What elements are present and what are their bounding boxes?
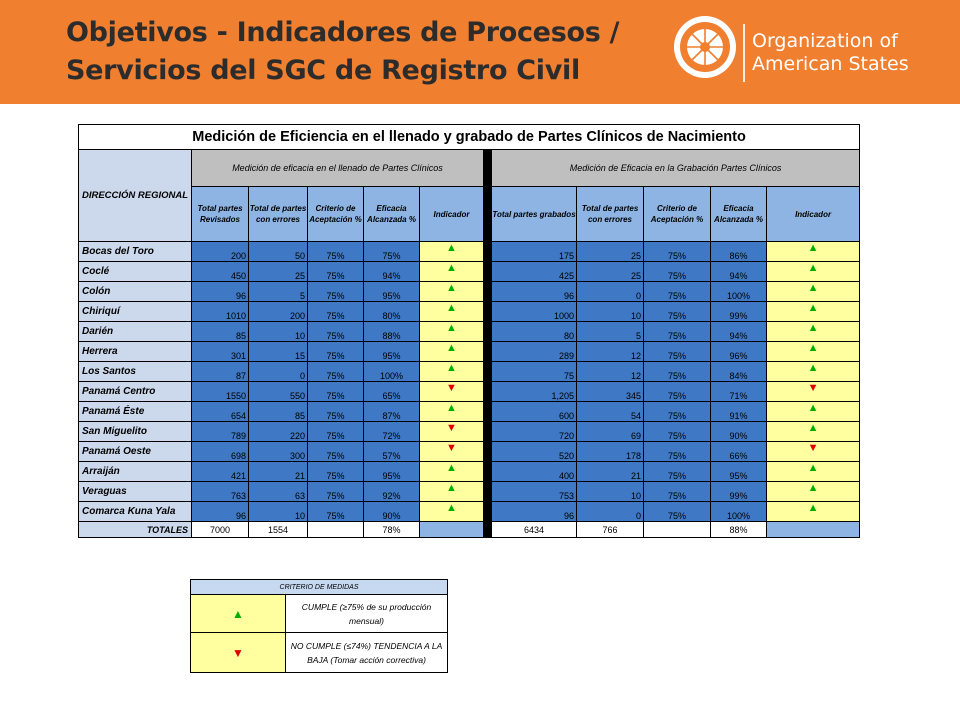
total-recorded: 6434: [492, 522, 577, 538]
col-header: Total de partes con errores: [249, 187, 308, 242]
table-row: [79, 502, 860, 522]
up-arrow-icon: ▲: [767, 282, 860, 302]
region-name: Darién: [79, 322, 192, 342]
table-row: [79, 422, 860, 442]
efficacy-achieved: 87%: [364, 402, 420, 422]
total-recorded: 425: [492, 262, 577, 282]
total-errors: 50: [249, 242, 308, 262]
efficacy-achieved: 92%: [364, 482, 420, 502]
acceptance-criterion: 75%: [644, 242, 711, 262]
acceptance-criterion: 75%: [308, 422, 364, 442]
total-errors: 1554: [249, 522, 308, 538]
col-header: Indicador: [767, 187, 860, 242]
down-arrow-icon: ▼: [191, 633, 286, 673]
total-errors-recorded: 0: [577, 282, 644, 302]
total-recorded: 289: [492, 342, 577, 362]
total-efficacy: 88%: [711, 522, 767, 538]
total-errors-recorded: 69: [577, 422, 644, 442]
region-name: Herrera: [79, 342, 192, 362]
total-recorded: 80: [492, 322, 577, 342]
total-recorded: 520: [492, 442, 577, 462]
up-arrow-icon: ▲: [767, 462, 860, 482]
table-row: [79, 302, 860, 322]
acceptance-criterion: 75%: [644, 362, 711, 382]
acceptance-criterion: 75%: [308, 442, 364, 462]
region-name: Coclé: [79, 262, 192, 282]
up-arrow-icon: ▲: [420, 402, 484, 422]
table-row: [79, 242, 860, 262]
up-arrow-icon: ▲: [420, 242, 484, 262]
efficacy-achieved: 84%: [711, 362, 767, 382]
column-separator: [484, 150, 492, 538]
acceptance-criterion: 75%: [644, 502, 711, 522]
region-name: San Miguelito: [79, 422, 192, 442]
up-arrow-icon: ▲: [420, 262, 484, 282]
total-errors-recorded: 0: [577, 502, 644, 522]
total-errors-recorded: 345: [577, 382, 644, 402]
col-header: Eficacia Alcanzada %: [711, 187, 767, 242]
col-header: Indicador: [420, 187, 484, 242]
efficacy-achieved: 57%: [364, 442, 420, 462]
total-errors: 300: [249, 442, 308, 462]
criteria-meets-text: CUMPLE (≥75% de su producción mensual): [286, 595, 448, 633]
acceptance-criterion: 75%: [308, 482, 364, 502]
acceptance-criterion: 75%: [644, 322, 711, 342]
up-arrow-icon: ▲: [767, 362, 860, 382]
column-header-row: [79, 187, 860, 242]
table-title: Medición de Eficiencia en el llenado y grabado de Partes Clínicos de Nacimiento: [79, 125, 860, 150]
total-errors-recorded: 12: [577, 342, 644, 362]
table-row: [79, 282, 860, 302]
up-arrow-icon: ▲: [420, 302, 484, 322]
empty-cell: [644, 522, 711, 538]
acceptance-criterion: 75%: [644, 382, 711, 402]
page-title: [66, 14, 666, 90]
criteria-fails-text: NO CUMPLE (≤74%) TENDENCIA A LA BAJA (Tomar acción correctiva): [286, 633, 448, 673]
table-row: [79, 362, 860, 382]
total-recorded: 600: [492, 402, 577, 422]
efficacy-achieved: 65%: [364, 382, 420, 402]
total-errors: 5: [249, 282, 308, 302]
acceptance-criterion: 75%: [644, 302, 711, 322]
total-recorded: 96: [492, 502, 577, 522]
empty-cell: [420, 522, 484, 538]
total-revised: 85: [192, 322, 249, 342]
acceptance-criterion: 75%: [308, 342, 364, 362]
region-name: Chiriquí: [79, 302, 192, 322]
total-revised: 1010: [192, 302, 249, 322]
efficacy-achieved: 86%: [711, 242, 767, 262]
efficacy-achieved: 95%: [711, 462, 767, 482]
total-recorded: 400: [492, 462, 577, 482]
region-name: Comarca Kuna Yala: [79, 502, 192, 522]
region-name: Panamá Centro: [79, 382, 192, 402]
col-header: Total partes Revisados: [192, 187, 249, 242]
acceptance-criterion: 75%: [308, 242, 364, 262]
down-arrow-icon: ▼: [767, 442, 860, 462]
acceptance-criterion: 75%: [308, 462, 364, 482]
acceptance-criterion: 75%: [308, 362, 364, 382]
total-errors: 25: [249, 262, 308, 282]
empty-cell: [308, 522, 364, 538]
efficacy-achieved: 90%: [711, 422, 767, 442]
total-revised: 763: [192, 482, 249, 502]
acceptance-criterion: 75%: [644, 442, 711, 462]
acceptance-criterion: 75%: [644, 482, 711, 502]
region-name: Arraiján: [79, 462, 192, 482]
total-revised: 301: [192, 342, 249, 362]
up-arrow-icon: ▲: [767, 322, 860, 342]
up-arrow-icon: ▲: [420, 282, 484, 302]
acceptance-criterion: 75%: [644, 342, 711, 362]
acceptance-criterion: 75%: [308, 302, 364, 322]
down-arrow-icon: ▼: [767, 382, 860, 402]
total-revised: 450: [192, 262, 249, 282]
totals-row: [79, 522, 860, 538]
acceptance-criterion: 75%: [308, 322, 364, 342]
total-revised: 200: [192, 242, 249, 262]
table-row: [79, 342, 860, 362]
up-arrow-icon: ▲: [767, 482, 860, 502]
table-row: [79, 462, 860, 482]
up-arrow-icon: ▲: [420, 342, 484, 362]
efficacy-achieved: 94%: [364, 262, 420, 282]
logo-divider: [743, 24, 745, 82]
efficacy-achieved: 66%: [711, 442, 767, 462]
up-arrow-icon: ▲: [420, 502, 484, 522]
acceptance-criterion: 75%: [644, 462, 711, 482]
total-recorded: 1000: [492, 302, 577, 322]
table-row: [79, 382, 860, 402]
down-arrow-icon: ▼: [420, 442, 484, 462]
up-arrow-icon: ▲: [420, 462, 484, 482]
empty-cell: [767, 522, 860, 538]
col-header: Criterio de Aceptación %: [644, 187, 711, 242]
region-name: Los Santos: [79, 362, 192, 382]
efficacy-achieved: 94%: [711, 262, 767, 282]
region-name: Bocas del Toro: [79, 242, 192, 262]
acceptance-criterion: 75%: [308, 282, 364, 302]
efficacy-achieved: 91%: [711, 402, 767, 422]
total-revised: 87: [192, 362, 249, 382]
oas-seal-icon: [672, 14, 738, 80]
total-revised: 698: [192, 442, 249, 462]
total-recorded: 753: [492, 482, 577, 502]
table-row: [79, 482, 860, 502]
efficacy-achieved: 94%: [711, 322, 767, 342]
region-name: Colón: [79, 282, 192, 302]
efficiency-table: [78, 124, 860, 538]
up-arrow-icon: ▲: [420, 482, 484, 502]
total-errors: 220: [249, 422, 308, 442]
region-name: Veraguas: [79, 482, 192, 502]
total-errors: 85: [249, 402, 308, 422]
total-revised: 96: [192, 502, 249, 522]
up-arrow-icon: ▲: [420, 322, 484, 342]
up-arrow-icon: ▲: [767, 402, 860, 422]
up-arrow-icon: ▲: [767, 302, 860, 322]
total-errors-recorded: 766: [577, 522, 644, 538]
total-recorded: 96: [492, 282, 577, 302]
efficacy-achieved: 100%: [711, 502, 767, 522]
table-row: [79, 402, 860, 422]
total-errors-recorded: 10: [577, 482, 644, 502]
criteria-header: CRITERIO DE MEDIDAS: [191, 580, 448, 595]
total-recorded: 175: [492, 242, 577, 262]
group-header-filling: Medición de eficacia en el llenado de Partes Clínicos: [192, 150, 484, 187]
efficacy-achieved: 100%: [364, 362, 420, 382]
efficacy-achieved: 88%: [364, 322, 420, 342]
up-arrow-icon: ▲: [767, 502, 860, 522]
total-revised: 789: [192, 422, 249, 442]
up-arrow-icon: ▲: [191, 595, 286, 633]
total-revised: 96: [192, 282, 249, 302]
efficacy-achieved: 75%: [364, 242, 420, 262]
total-revised: 1550: [192, 382, 249, 402]
acceptance-criterion: 75%: [308, 262, 364, 282]
efficacy-achieved: 71%: [711, 382, 767, 402]
org-name-line-1: Organization of: [752, 30, 898, 52]
total-errors: 10: [249, 322, 308, 342]
efficacy-achieved: 72%: [364, 422, 420, 442]
efficacy-achieved: 90%: [364, 502, 420, 522]
acceptance-criterion: 75%: [308, 402, 364, 422]
up-arrow-icon: ▲: [420, 362, 484, 382]
oas-logo-text: [752, 30, 909, 76]
col-header: Total partes grabados: [492, 187, 577, 242]
table-row: [79, 442, 860, 462]
total-revised: 7000: [192, 522, 249, 538]
group-header-recording: Medición de Eficacia en la Grabación Partes Clínicos: [492, 150, 860, 187]
col-header: Eficacia Alcanzada %: [364, 187, 420, 242]
total-errors: 63: [249, 482, 308, 502]
acceptance-criterion: 75%: [308, 502, 364, 522]
title-line-2: Servicios del SGC de Registro Civil: [66, 55, 580, 86]
total-recorded: 720: [492, 422, 577, 442]
total-errors: 550: [249, 382, 308, 402]
region-name: Panamá Oeste: [79, 442, 192, 462]
col-header: Criterio de Aceptación %: [308, 187, 364, 242]
total-errors-recorded: 25: [577, 262, 644, 282]
total-errors: 21: [249, 462, 308, 482]
group-header-row: [79, 150, 860, 187]
efficacy-achieved: 95%: [364, 282, 420, 302]
efficacy-achieved: 80%: [364, 302, 420, 322]
efficacy-achieved: 99%: [711, 302, 767, 322]
efficacy-achieved: 95%: [364, 462, 420, 482]
total-errors: 0: [249, 362, 308, 382]
total-recorded: 75: [492, 362, 577, 382]
table-title-row: [79, 125, 860, 150]
org-name-line-2: American States: [752, 53, 909, 75]
totals-label: TOTALES: [79, 522, 192, 538]
efficacy-achieved: 99%: [711, 482, 767, 502]
total-revised: 421: [192, 462, 249, 482]
total-efficacy: 78%: [364, 522, 420, 538]
total-errors-recorded: 178: [577, 442, 644, 462]
total-errors-recorded: 10: [577, 302, 644, 322]
total-revised: 654: [192, 402, 249, 422]
acceptance-criterion: 75%: [308, 382, 364, 402]
title-line-1: Objetivos - Indicadores de Procesos /: [66, 17, 620, 48]
up-arrow-icon: ▲: [767, 422, 860, 442]
up-arrow-icon: ▲: [767, 262, 860, 282]
total-errors: 10: [249, 502, 308, 522]
total-errors-recorded: 5: [577, 322, 644, 342]
down-arrow-icon: ▼: [420, 422, 484, 442]
up-arrow-icon: ▲: [767, 342, 860, 362]
total-errors-recorded: 12: [577, 362, 644, 382]
acceptance-criterion: 75%: [644, 262, 711, 282]
total-errors-recorded: 25: [577, 242, 644, 262]
acceptance-criterion: 75%: [644, 422, 711, 442]
table-row: [79, 262, 860, 282]
region-name: Panamá Éste: [79, 402, 192, 422]
acceptance-criterion: 75%: [644, 282, 711, 302]
efficacy-achieved: 100%: [711, 282, 767, 302]
col-header: Total de partes con errores: [577, 187, 644, 242]
acceptance-criterion: 75%: [644, 402, 711, 422]
total-errors-recorded: 21: [577, 462, 644, 482]
table-row: [79, 322, 860, 342]
total-errors-recorded: 54: [577, 402, 644, 422]
efficacy-achieved: 96%: [711, 342, 767, 362]
dir-header: DIRECCIÓN REGIONAL: [79, 150, 192, 242]
up-arrow-icon: ▲: [767, 242, 860, 262]
total-errors: 15: [249, 342, 308, 362]
criteria-legend: [190, 579, 448, 673]
total-errors: 200: [249, 302, 308, 322]
down-arrow-icon: ▼: [420, 382, 484, 402]
total-recorded: 1,205: [492, 382, 577, 402]
efficacy-achieved: 95%: [364, 342, 420, 362]
